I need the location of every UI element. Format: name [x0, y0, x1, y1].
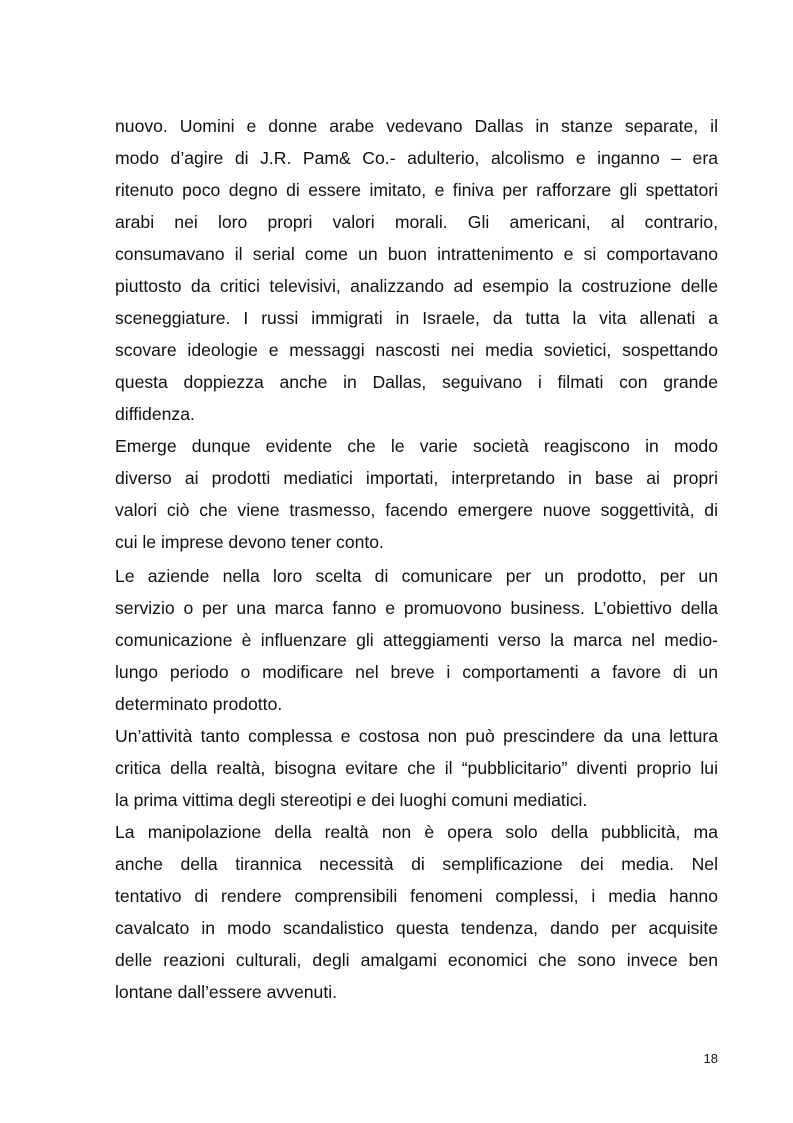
text-line: sceneggiature. I russi immigrati in Israele, da tutta la vita allenati a — [115, 308, 718, 328]
text-line: La manipolazione della realtà non è opera solo della pubblicità, ma — [115, 822, 718, 842]
page-number: 18 — [703, 1051, 718, 1066]
text-line: comunicazione è influenzare gli atteggiamenti verso la marca nel medio- — [115, 630, 718, 650]
text-line: questa doppiezza anche in Dallas, seguivano i filmati con grande — [115, 372, 718, 392]
text-line: tentativo di rendere comprensibili fenomeni complessi, i media hanno — [115, 886, 718, 906]
text-line: cui le imprese devono tener conto. — [115, 532, 384, 552]
text-line: determinato prodotto. — [115, 694, 283, 714]
text-line: Un’attività tanto complessa e costosa non può prescindere da una lettura — [115, 726, 718, 746]
text-line: piuttosto da critici televisivi, analizzando ad esempio la costruzione delle — [115, 276, 718, 296]
text-line: valori ciò che viene trasmesso, facendo emergere nuove soggettività, di — [115, 500, 718, 520]
text-line: la prima vittima degli stereotipi e dei luoghi comuni mediatici. — [115, 790, 588, 810]
text-line: modo d’agire di J.R. Pam& Co.- adulterio, alcolismo e inganno – era — [115, 148, 718, 168]
text-line: diffidenza. — [115, 404, 195, 424]
text-line: ritenuto poco degno di essere imitato, e finiva per rafforzare gli spettatori — [115, 180, 718, 200]
text-line: lungo periodo o modificare nel breve i comportamenti a favore di un — [115, 662, 718, 682]
text-line: nuovo. Uomini e donne arabe vedevano Dallas in stanze separate, il — [115, 116, 718, 136]
text-line: Le aziende nella loro scelta di comunicare per un prodotto, per un — [115, 566, 718, 586]
text-line: servizio o per una marca fanno e promuovono business. L’obiettivo della — [115, 598, 718, 618]
text-line: delle reazioni culturali, degli amalgami economici che sono invece ben — [115, 950, 718, 970]
text-line: consumavano il serial come un buon intrattenimento e si comportavano — [115, 244, 718, 264]
text-line: anche della tirannica necessità di semplificazione dei media. Nel — [115, 854, 718, 874]
text-line: cavalcato in modo scandalistico questa tendenza, dando per acquisite — [115, 918, 718, 938]
text-line: Emerge dunque evidente che le varie società reagiscono in modo — [115, 436, 718, 456]
text-line: diverso ai prodotti mediatici importati, interpretando in base ai propri — [115, 468, 718, 488]
text-line: lontane dall’essere avvenuti. — [115, 982, 338, 1002]
text-line: arabi nei loro propri valori morali. Gli americani, al contrario, — [115, 212, 718, 232]
text-line: critica della realtà, bisogna evitare che il “pubblicitario” diventi proprio lui — [115, 758, 718, 778]
text-line: scovare ideologie e messaggi nascosti nei media sovietici, sospettando — [115, 340, 718, 360]
